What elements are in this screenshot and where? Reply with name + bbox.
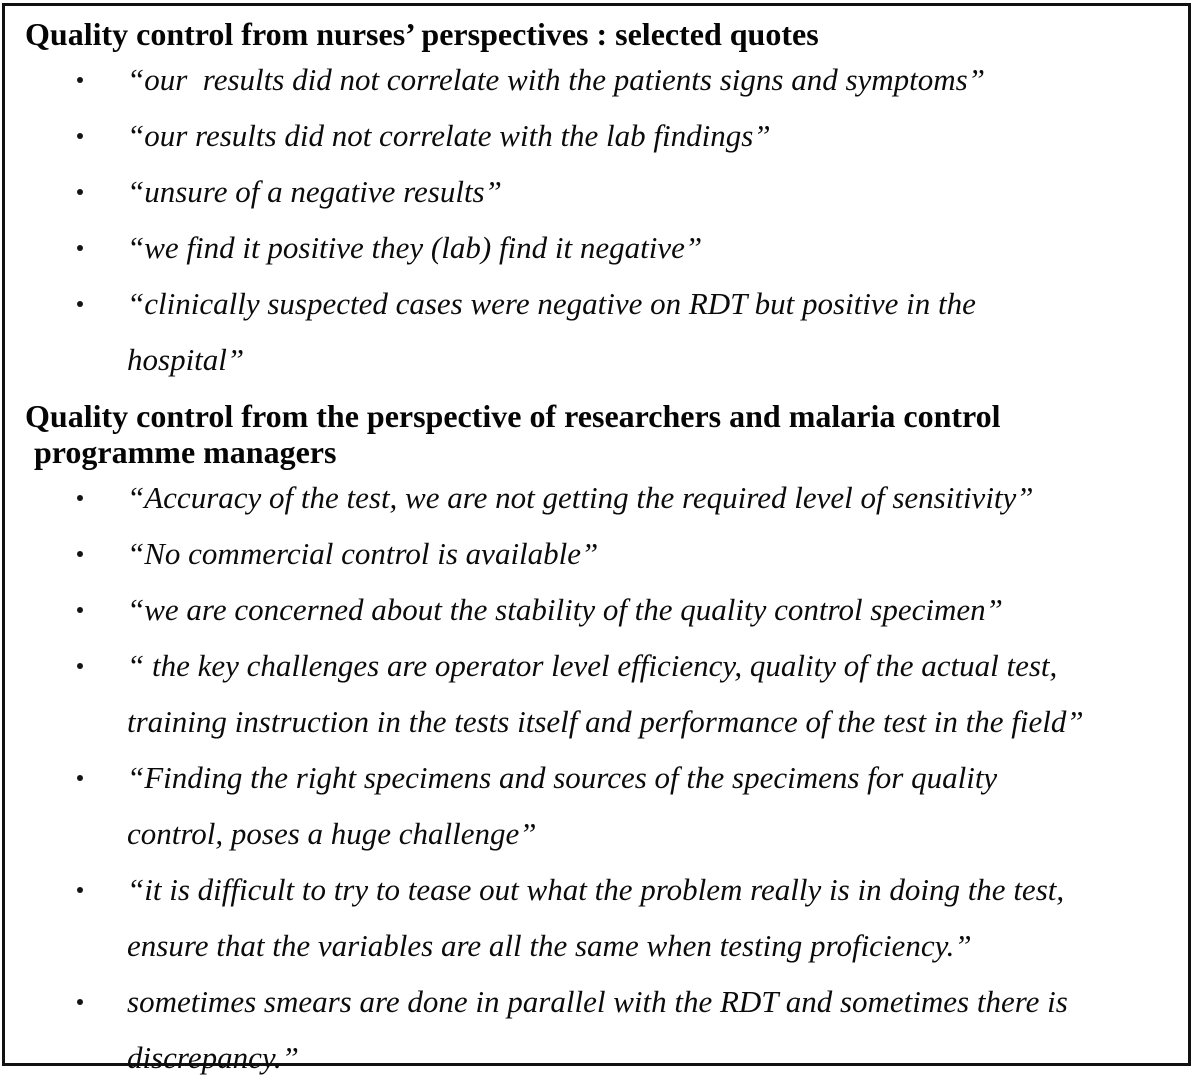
bullet-icon	[77, 775, 83, 781]
quote-text: “our results did not correlate with the patients signs and symptoms”	[127, 52, 1087, 108]
quote-item	[25, 220, 1178, 276]
quote-item	[25, 974, 1178, 1086]
bullet-icon	[77, 495, 83, 501]
bullet-icon	[77, 607, 83, 613]
quote-text: “we are concerned about the stability of the quality control specimen”	[127, 582, 1087, 638]
bullet-icon	[77, 133, 83, 139]
quote-item	[25, 470, 1178, 526]
bullet-icon	[77, 999, 83, 1005]
quote-item	[25, 638, 1178, 750]
quote-item	[25, 108, 1178, 164]
quote-text: “our results did not correlate with the lab findings”	[127, 108, 1087, 164]
heading-line: Quality control from the perspective of researchers and malaria control	[25, 398, 1178, 434]
quote-text: “ the key challenges are operator level efficiency, quality of the actual test, training instruction in the tests itself and performance of the test in the field”	[127, 638, 1087, 750]
bullet-icon	[77, 245, 83, 251]
bullet-icon	[77, 189, 83, 195]
quote-text: “Accuracy of the test, we are not getting the required level of sensitivity”	[127, 470, 1087, 526]
section-heading-researchers	[25, 398, 1178, 470]
quote-item	[25, 862, 1178, 974]
heading-line: programme managers	[25, 434, 1178, 470]
quote-item	[25, 164, 1178, 220]
quote-text: “No commercial control is available”	[127, 526, 1087, 582]
quote-item	[25, 276, 1178, 388]
bullet-icon	[77, 887, 83, 893]
researchers-quote-list	[25, 470, 1178, 1086]
nurses-quote-list	[25, 52, 1178, 388]
section-heading-nurses	[25, 16, 1178, 52]
quote-text: “clinically suspected cases were negative on RDT but positive in the hospital”	[127, 276, 1087, 388]
quote-text: “Finding the right specimens and sources of the specimens for quality control, poses a huge challenge”	[127, 750, 1087, 862]
bullet-icon	[77, 301, 83, 307]
quote-text: “we find it positive they (lab) find it negative”	[127, 220, 1087, 276]
quote-text: “unsure of a negative results”	[127, 164, 1087, 220]
quote-item	[25, 582, 1178, 638]
bullet-icon	[77, 663, 83, 669]
quote-text: sometimes smears are done in parallel with the RDT and sometimes there is discrepancy.”	[127, 974, 1087, 1086]
bullet-icon	[77, 77, 83, 83]
quotes-figure-box	[2, 3, 1191, 1066]
heading-line: Quality control from nurses’ perspectives : selected quotes	[25, 16, 1178, 52]
quote-item	[25, 526, 1178, 582]
quote-item	[25, 750, 1178, 862]
bullet-icon	[77, 551, 83, 557]
quote-item	[25, 52, 1178, 108]
quote-text: “it is difficult to try to tease out what the problem really is in doing the test, ensure that the variables are all the same when testing proficiency.”	[127, 862, 1087, 974]
